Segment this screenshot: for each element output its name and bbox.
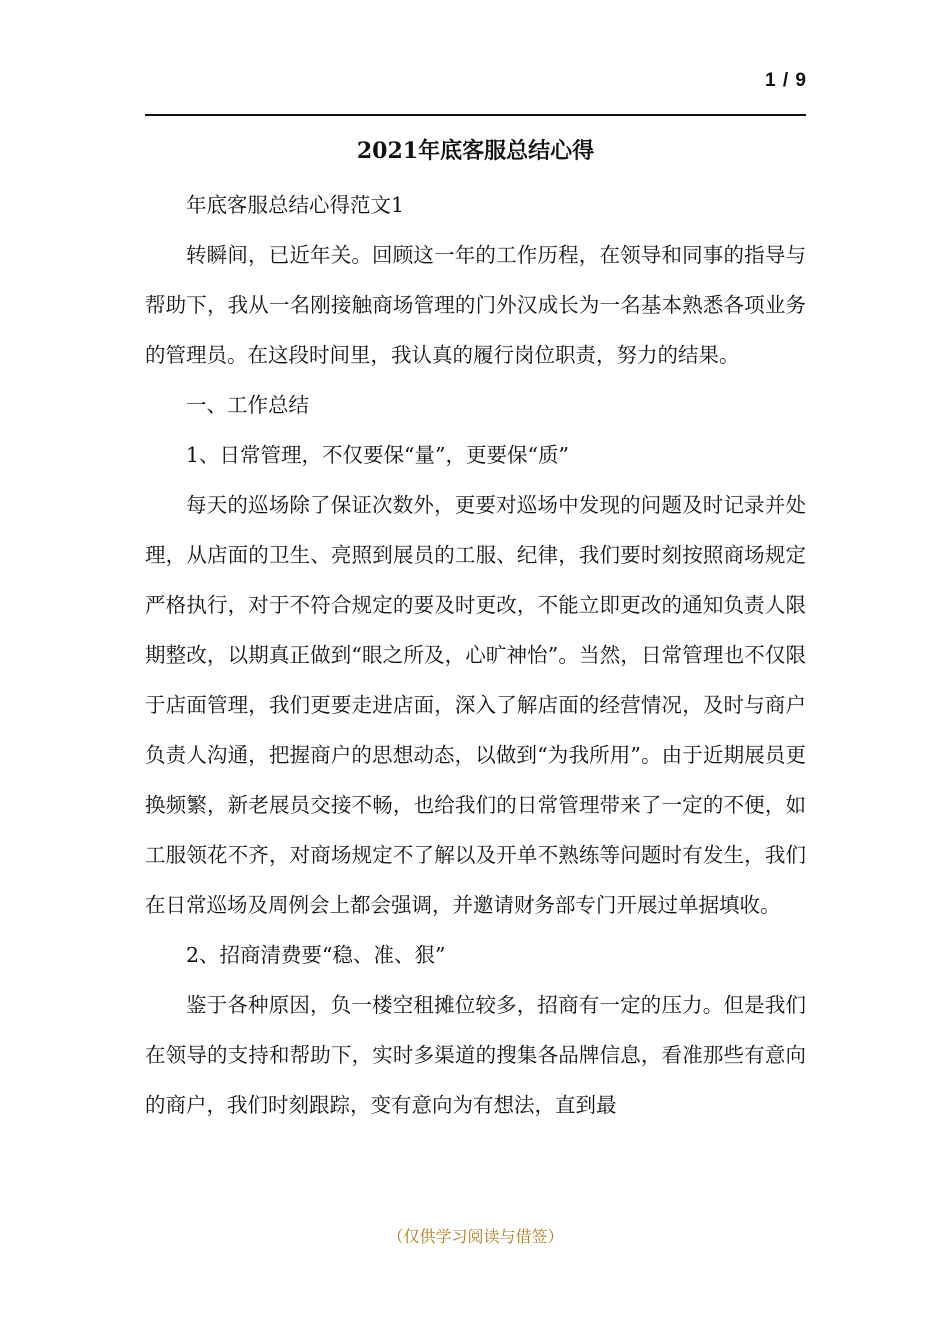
footer-note: （仅供学习阅读与借签）	[387, 1227, 564, 1246]
paragraph-subtitle: 年底客服总结心得范文1	[186, 193, 405, 217]
paragraph-daily-management: 每天的巡场除了保证次数外，更要对巡场中发现的问题及时记录并处理，从店面的卫生、亮照到展员的工服、纪律，我们要时刻按照商场规定严格执行，对于不符合规定的要及时更改，不能立即更改的通知负责人限期整改，以期真正做到“眼之所及，心旷神怡”。当然，日常管理也不仅限于店面管理，我们更要走进店面，深入了解店面的经营情况，及时与商户负责人沟通，把握商户的思想动态，以做到“为我所用”。由于近期展员更换频繁，新老展员交接不畅，也给我们的日常管理带来了一定的不便，如工服领花不齐，对商场规定不了解以及开单不熟练等问题时有发生，我们在日常巡场及周例会上都会强调，并邀请财务部专门开展过单据填收。	[145, 493, 806, 917]
document-title: 2021年底客服总结心得	[356, 138, 595, 164]
paragraph-leasing: 鉴于各种原因，负一楼空租摊位较多，招商有一定的压力。但是我们在领导的支持和帮助下，实时多渠道的搜集各品牌信息，看准那些有意向的商户，我们时刻跟踪，变有意向为有想法，直到最	[145, 993, 806, 1117]
section-heading-work-summary: 一、工作总结	[186, 393, 309, 417]
subheading-leasing-fees: 2、招商清费要“稳、准、狠”	[186, 943, 446, 967]
paragraph-intro: 转瞬间，已近年关。回顾这一年的工作历程，在领导和同事的指导与帮助下，我从一名刚接触商场管理的门外汉成长为一名基本熟悉各项业务的管理员。在这段时间里，我认真的履行岗位职责，努力的结果。	[145, 243, 806, 367]
document-body	[145, 180, 806, 1130]
page-number: 1 / 9	[765, 70, 807, 91]
subheading-daily-management: 1、日常管理，不仅要保“量”，更要保“质”	[186, 443, 569, 467]
header-divider	[145, 114, 806, 116]
